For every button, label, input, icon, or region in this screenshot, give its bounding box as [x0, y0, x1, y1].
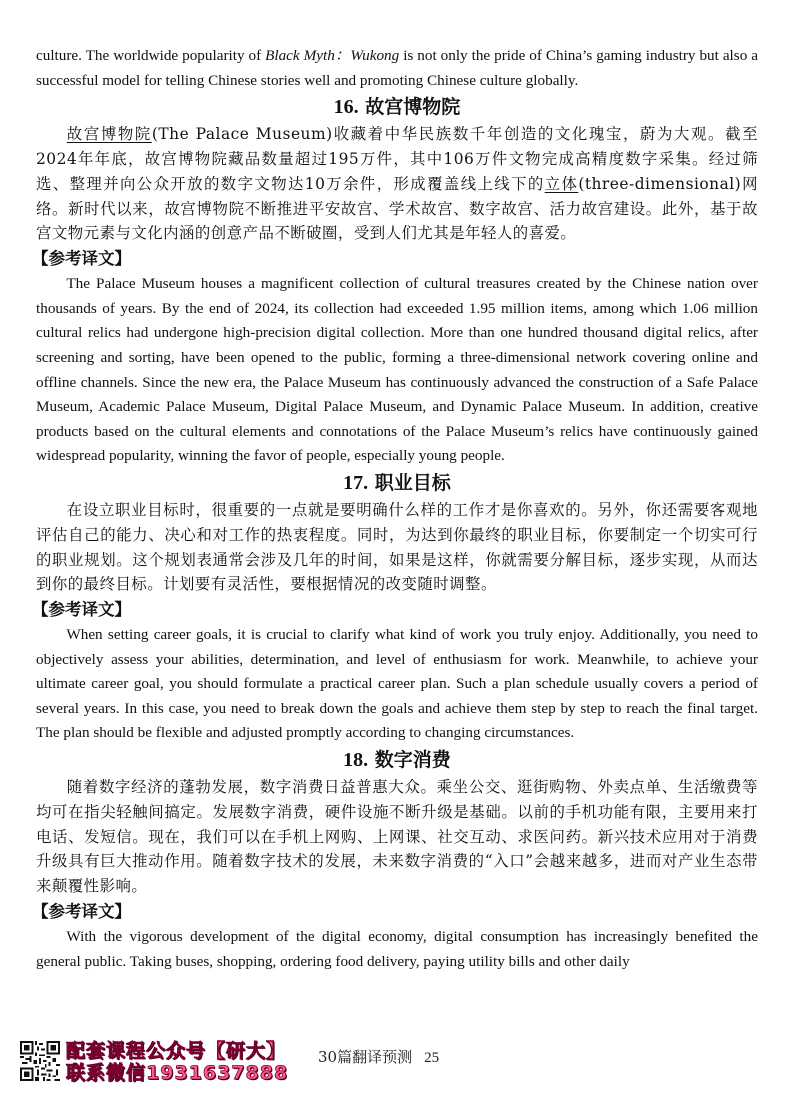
section-17-title: 17. 职业目标 [343, 471, 451, 494]
section-16-chinese: 故宫博物院(The Palace Museum)收藏着中华民族数千年创造的文化瑰宝，蔚为大观。截至2024年年底，故宫博物院藏品数量超过195万件，其中106万件文物完成高精度数字采集。经过筛选、整理并向公众开放的数字文物达10万余件，形成覆盖线上线下的立体(three-dimensional)网络。新时代以来，故宫博物院不断推进平安故宫、学术故宫、数字故宫、活力故宫建设。此外，基于故宫文物元素与文化内涵的创意产品不断破圈，受到人们尤其是年轻人的喜爱。 [36, 125, 758, 243]
section-16-ref-label: 【参考译文】 [32, 249, 131, 269]
page-footer [0, 1038, 800, 1096]
section-16-title: 16. 故宫博物院 [333, 96, 461, 119]
section-18-chinese: 随着数字经济的蓬勃发展，数字消费日益普惠大众。乘坐公交、逛街购物、外卖点单、生活缴费等均可在指尖轻触间搞定。发展数字消费，硬件设施不断升级是基础。以前的手机功能有限，主要用来打电话、发短信。现在，我们可以在手机上网购、上网课、社交互动、求医问药。新兴技术应用对于消费升级具有巨大推动作用。随着数字技术的发展，未来数字消费的“入口”会越来越多，进而对产业生态带来颠覆性影响。 [36, 778, 758, 896]
book-title: 30篇翻译预测 [318, 1048, 413, 1066]
page-number: 25 [424, 1050, 440, 1066]
promo-watermark: 配套课程公众号【研大】 联系微信1931637888 [66, 1040, 289, 1084]
document-page [32, 44, 758, 974]
game-title: Black Myth：Wukong [265, 47, 400, 64]
section-16-english: The Palace Museum houses a magnificent collection of cultural treasures created by the Chinese nation over thousands of years. By the end of 2024, its collection had exceeded 1.95 million items, among which 1.06 million cultural relics had undergone high-precision digital collection. More than one hundred thousand digital relics, after screening and sorting, have been opened to the public, forming a three-dimensional network covering online and offline channels. Since the new era, the Palace Museum has continuously advanced the construction of a Safe Palace Museum, Academic Palace Museum, Digital Palace Museum, and Dynamic Palace Museum. In addition, creative products based on the cultural elements and connotations of the Palace Museum’s relics have continuously gained widespread popularity, winning the favor of people, especially young people. [36, 275, 758, 465]
section-18-english: With the vigorous development of the digital economy, digital consumption has increasingly benefited the general public. Taking buses, shopping, ordering food delivery, paying utility bills and other daily [36, 928, 758, 970]
qr-code-icon [20, 1041, 60, 1081]
section-17-ref-label: 【参考译文】 [32, 600, 131, 620]
section-18-ref-label: 【参考译文】 [32, 902, 131, 922]
section-18-title: 18. 数字消费 [343, 749, 451, 772]
page-info [318, 1046, 439, 1067]
section-17-chinese: 在设立职业目标时，很重要的一点就是要明确什么样的工作才是你喜欢的。另外，你还需要客观地评估自己的能力、决心和对工作的热衷程度。同时，为达到你最终的职业目标，你要制定一个切实可行的职业规划。这个规划表通常会涉及几年的时间，如果是这样，你就需要分解目标，逐步实现，从而达到你的最终目标。计划要有灵活性，要根据情况的改变随时调整。 [36, 500, 758, 594]
intro-paragraph: culture. The worldwide popularity of Black Myth：Wukong is not only the pride of China’s gaming industry but also a successful model for telling Chinese stories well and promoting Chinese culture globally. [36, 47, 758, 89]
section-17-english: When setting career goals, it is crucial to clarify what kind of work you truly enjoy. Additionally, you need to objectively assess your abilities, determination, and level of enthusiasm for work. Meanwhile, to achieve your ultimate career goal, you should formulate a practical career plan. Such a plan schedule usually covers a period of several years. In this case, you need to break down the goals and achieve them step by step to reach the final target. The plan should be flexible and adjusted promptly according to changing circumstances. [36, 626, 758, 742]
